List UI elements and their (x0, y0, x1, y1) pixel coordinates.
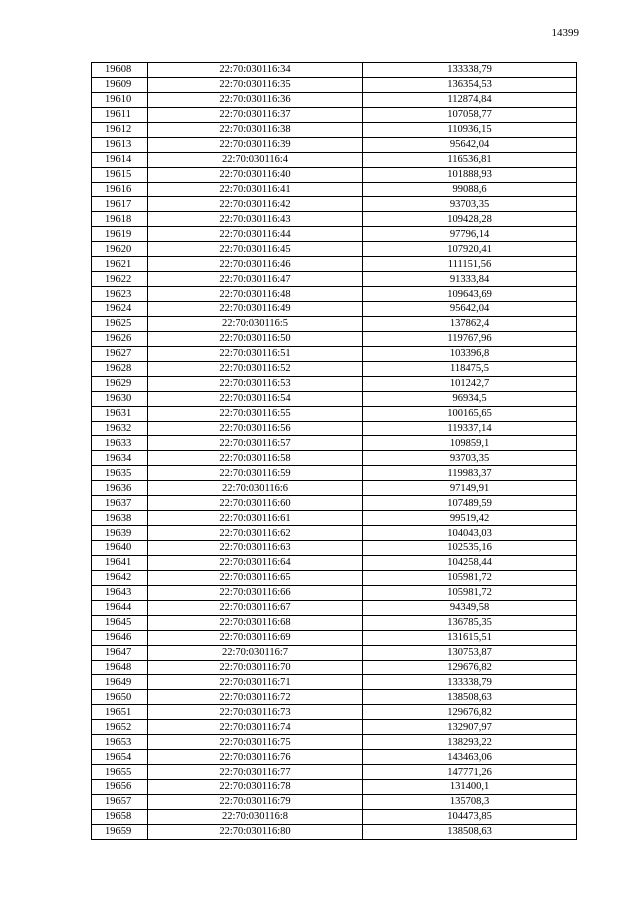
table-row (92, 541, 577, 556)
table-row (92, 376, 577, 391)
cadastral-number-cell: 22:70:030116:38 (148, 122, 363, 137)
row-number-cell: 19653 (92, 735, 148, 750)
table-row (92, 242, 577, 257)
table-row (92, 615, 577, 630)
cadastral-number-cell: 22:70:030116:39 (148, 137, 363, 152)
cadastral-value-cell: 116536,81 (363, 152, 577, 167)
table-row (92, 287, 577, 302)
row-number-cell: 19614 (92, 152, 148, 167)
cadastral-value-cell: 138508,63 (363, 824, 577, 839)
table-row (92, 451, 577, 466)
cadastral-number-cell: 22:70:030116:59 (148, 466, 363, 481)
row-number-cell: 19645 (92, 615, 148, 630)
cadastral-value-cell: 119337,14 (363, 421, 577, 436)
cadastral-value-cell: 132907,97 (363, 720, 577, 735)
cadastral-value-cell: 105981,72 (363, 585, 577, 600)
cadastral-value-cell: 138508,63 (363, 690, 577, 705)
cadastral-value-cell: 138293,22 (363, 735, 577, 750)
table-row (92, 316, 577, 331)
cadastral-value-cell: 109428,28 (363, 212, 577, 227)
table-row (92, 824, 577, 839)
table-row (92, 675, 577, 690)
cadastral-number-cell: 22:70:030116:44 (148, 227, 363, 242)
row-number-cell: 19649 (92, 675, 148, 690)
table-row (92, 481, 577, 496)
cadastral-value-cell: 112874,84 (363, 92, 577, 107)
row-number-cell: 19635 (92, 466, 148, 481)
row-number-cell: 19658 (92, 809, 148, 824)
table-row (92, 436, 577, 451)
cadastral-number-cell: 22:70:030116:57 (148, 436, 363, 451)
cadastral-number-cell: 22:70:030116:68 (148, 615, 363, 630)
cadastral-value-cell: 119767,96 (363, 331, 577, 346)
cadastral-number-cell: 22:70:030116:6 (148, 481, 363, 496)
row-number-cell: 19644 (92, 600, 148, 615)
table-row (92, 526, 577, 541)
table-row (92, 331, 577, 346)
cadastral-value-cell: 91333,84 (363, 272, 577, 287)
cadastral-number-cell: 22:70:030116:63 (148, 541, 363, 556)
cadastral-number-cell: 22:70:030116:65 (148, 570, 363, 585)
table-row (92, 227, 577, 242)
cadastral-value-cell: 107920,41 (363, 242, 577, 257)
page-number: 14399 (551, 27, 579, 39)
cadastral-number-cell: 22:70:030116:48 (148, 287, 363, 302)
table-row (92, 630, 577, 645)
cadastral-value-cell: 104258,44 (363, 555, 577, 570)
row-number-cell: 19638 (92, 511, 148, 526)
cadastral-number-cell: 22:70:030116:54 (148, 391, 363, 406)
cadastral-value-cell: 119983,37 (363, 466, 577, 481)
row-number-cell: 19639 (92, 526, 148, 541)
row-number-cell: 19611 (92, 107, 148, 122)
table-row (92, 137, 577, 152)
row-number-cell: 19648 (92, 660, 148, 675)
table-row (92, 361, 577, 376)
row-number-cell: 19646 (92, 630, 148, 645)
row-number-cell: 19617 (92, 197, 148, 212)
table-row (92, 212, 577, 227)
row-number-cell: 19659 (92, 824, 148, 839)
row-number-cell: 19615 (92, 167, 148, 182)
row-number-cell: 19619 (92, 227, 148, 242)
cadastral-number-cell: 22:70:030116:52 (148, 361, 363, 376)
cadastral-value-cell: 104043,03 (363, 526, 577, 541)
cadastral-value-cell: 135708,3 (363, 794, 577, 809)
cadastral-number-cell: 22:70:030116:61 (148, 511, 363, 526)
cadastral-value-cell: 110936,15 (363, 122, 577, 137)
cadastral-value-cell: 137862,4 (363, 316, 577, 331)
cadastral-number-cell: 22:70:030116:73 (148, 705, 363, 720)
row-number-cell: 19623 (92, 287, 148, 302)
cadastral-value-cell: 136354,53 (363, 77, 577, 92)
cadastral-number-cell: 22:70:030116:4 (148, 152, 363, 167)
row-number-cell: 19647 (92, 645, 148, 660)
cadastral-number-cell: 22:70:030116:76 (148, 750, 363, 765)
table-row (92, 257, 577, 272)
cadastral-value-cell: 95642,04 (363, 137, 577, 152)
row-number-cell: 19655 (92, 765, 148, 780)
table-row (92, 77, 577, 92)
row-number-cell: 19656 (92, 780, 148, 795)
cadastral-number-cell: 22:70:030116:41 (148, 182, 363, 197)
row-number-cell: 19628 (92, 361, 148, 376)
cadastral-number-cell: 22:70:030116:46 (148, 257, 363, 272)
row-number-cell: 19624 (92, 302, 148, 317)
table-row (92, 167, 577, 182)
table-row (92, 511, 577, 526)
row-number-cell: 19622 (92, 272, 148, 287)
table-row (92, 585, 577, 600)
cadastral-number-cell: 22:70:030116:36 (148, 92, 363, 107)
row-number-cell: 19631 (92, 406, 148, 421)
cadastral-value-cell: 97796,14 (363, 227, 577, 242)
row-number-cell: 19613 (92, 137, 148, 152)
cadastral-number-cell: 22:70:030116:67 (148, 600, 363, 615)
row-number-cell: 19618 (92, 212, 148, 227)
table-row (92, 421, 577, 436)
table-body (92, 63, 577, 840)
cadastral-number-cell: 22:70:030116:78 (148, 780, 363, 795)
row-number-cell: 19654 (92, 750, 148, 765)
cadastral-number-cell: 22:70:030116:49 (148, 302, 363, 317)
cadastral-value-cell: 118475,5 (363, 361, 577, 376)
table-row (92, 765, 577, 780)
table-row (92, 63, 577, 78)
cadastral-number-cell: 22:70:030116:7 (148, 645, 363, 660)
row-number-cell: 19608 (92, 63, 148, 78)
cadastral-value-cell: 101888,93 (363, 167, 577, 182)
row-number-cell: 19637 (92, 496, 148, 511)
cadastral-number-cell: 22:70:030116:37 (148, 107, 363, 122)
cadastral-value-cell: 93703,35 (363, 451, 577, 466)
cadastral-number-cell: 22:70:030116:64 (148, 555, 363, 570)
cadastral-number-cell: 22:70:030116:43 (148, 212, 363, 227)
table-row (92, 182, 577, 197)
cadastral-number-cell: 22:70:030116:62 (148, 526, 363, 541)
cadastral-number-cell: 22:70:030116:50 (148, 331, 363, 346)
cadastral-number-cell: 22:70:030116:66 (148, 585, 363, 600)
cadastral-number-cell: 22:70:030116:42 (148, 197, 363, 212)
cadastral-number-cell: 22:70:030116:69 (148, 630, 363, 645)
cadastral-number-cell: 22:70:030116:80 (148, 824, 363, 839)
table-row (92, 720, 577, 735)
table-row (92, 735, 577, 750)
cadastral-value-cell: 94349,58 (363, 600, 577, 615)
row-number-cell: 19652 (92, 720, 148, 735)
row-number-cell: 19657 (92, 794, 148, 809)
table-row (92, 152, 577, 167)
cadastral-number-cell: 22:70:030116:8 (148, 809, 363, 824)
cadastral-number-cell: 22:70:030116:71 (148, 675, 363, 690)
table-row (92, 570, 577, 585)
cadastral-number-cell: 22:70:030116:51 (148, 346, 363, 361)
cadastral-value-cell: 109859,1 (363, 436, 577, 451)
table-row (92, 302, 577, 317)
cadastral-value-cell: 101242,7 (363, 376, 577, 391)
cadastral-number-cell: 22:70:030116:75 (148, 735, 363, 750)
row-number-cell: 19643 (92, 585, 148, 600)
cadastral-number-cell: 22:70:030116:58 (148, 451, 363, 466)
cadastral-value-cell: 133338,79 (363, 675, 577, 690)
cadastral-value-cell: 131615,51 (363, 630, 577, 645)
row-number-cell: 19625 (92, 316, 148, 331)
cadastral-value-cell: 107058,77 (363, 107, 577, 122)
cadastral-value-cell: 129676,82 (363, 705, 577, 720)
table-row (92, 750, 577, 765)
cadastral-value-cell: 97149,91 (363, 481, 577, 496)
table-row (92, 391, 577, 406)
row-number-cell: 19633 (92, 436, 148, 451)
row-number-cell: 19626 (92, 331, 148, 346)
cadastral-number-cell: 22:70:030116:56 (148, 421, 363, 436)
table-row (92, 780, 577, 795)
cadastral-value-cell: 99519,42 (363, 511, 577, 526)
table-row (92, 705, 577, 720)
table-row (92, 122, 577, 137)
row-number-cell: 19627 (92, 346, 148, 361)
cadastral-number-cell: 22:70:030116:40 (148, 167, 363, 182)
cadastral-value-cell: 111151,56 (363, 257, 577, 272)
row-number-cell: 19630 (92, 391, 148, 406)
row-number-cell: 19634 (92, 451, 148, 466)
table-row (92, 92, 577, 107)
table-row (92, 809, 577, 824)
cadastral-number-cell: 22:70:030116:79 (148, 794, 363, 809)
cadastral-value-cell: 100165,65 (363, 406, 577, 421)
cadastral-number-cell: 22:70:030116:35 (148, 77, 363, 92)
row-number-cell: 19610 (92, 92, 148, 107)
row-number-cell: 19651 (92, 705, 148, 720)
cadastral-value-cell: 147771,26 (363, 765, 577, 780)
cadastral-value-cell: 103396,8 (363, 346, 577, 361)
cadastral-value-cell: 131400,1 (363, 780, 577, 795)
row-number-cell: 19616 (92, 182, 148, 197)
cadastral-value-cell: 105981,72 (363, 570, 577, 585)
cadastral-number-cell: 22:70:030116:47 (148, 272, 363, 287)
cadastral-value-cell: 102535,16 (363, 541, 577, 556)
table-row (92, 107, 577, 122)
cadastral-number-cell: 22:70:030116:74 (148, 720, 363, 735)
cadastral-number-cell: 22:70:030116:72 (148, 690, 363, 705)
cadastral-value-cell: 99088,6 (363, 182, 577, 197)
cadastral-value-cell: 133338,79 (363, 63, 577, 78)
cadastral-value-cell: 104473,85 (363, 809, 577, 824)
cadastral-number-cell: 22:70:030116:53 (148, 376, 363, 391)
table-row (92, 346, 577, 361)
table-row (92, 690, 577, 705)
table-row (92, 406, 577, 421)
row-number-cell: 19612 (92, 122, 148, 137)
row-number-cell: 19609 (92, 77, 148, 92)
cadastral-number-cell: 22:70:030116:45 (148, 242, 363, 257)
table-row (92, 496, 577, 511)
row-number-cell: 19620 (92, 242, 148, 257)
cadastral-value-table (91, 62, 577, 840)
row-number-cell: 19632 (92, 421, 148, 436)
cadastral-value-cell: 109643,69 (363, 287, 577, 302)
row-number-cell: 19640 (92, 541, 148, 556)
cadastral-value-cell: 129676,82 (363, 660, 577, 675)
row-number-cell: 19642 (92, 570, 148, 585)
table-row (92, 645, 577, 660)
table-row (92, 600, 577, 615)
table-row (92, 197, 577, 212)
table-row (92, 660, 577, 675)
table-row (92, 466, 577, 481)
cadastral-value-cell: 93703,35 (363, 197, 577, 212)
row-number-cell: 19641 (92, 555, 148, 570)
cadastral-number-cell: 22:70:030116:77 (148, 765, 363, 780)
cadastral-number-cell: 22:70:030116:70 (148, 660, 363, 675)
cadastral-number-cell: 22:70:030116:60 (148, 496, 363, 511)
cadastral-value-cell: 95642,04 (363, 302, 577, 317)
cadastral-value-cell: 136785,35 (363, 615, 577, 630)
table-row (92, 555, 577, 570)
cadastral-number-cell: 22:70:030116:34 (148, 63, 363, 78)
cadastral-number-cell: 22:70:030116:5 (148, 316, 363, 331)
table-row (92, 272, 577, 287)
cadastral-value-cell: 107489,59 (363, 496, 577, 511)
cadastral-number-cell: 22:70:030116:55 (148, 406, 363, 421)
row-number-cell: 19650 (92, 690, 148, 705)
row-number-cell: 19621 (92, 257, 148, 272)
cadastral-value-cell: 96934,5 (363, 391, 577, 406)
cadastral-value-cell: 130753,87 (363, 645, 577, 660)
cadastral-value-cell: 143463,06 (363, 750, 577, 765)
table-row (92, 794, 577, 809)
row-number-cell: 19636 (92, 481, 148, 496)
row-number-cell: 19629 (92, 376, 148, 391)
